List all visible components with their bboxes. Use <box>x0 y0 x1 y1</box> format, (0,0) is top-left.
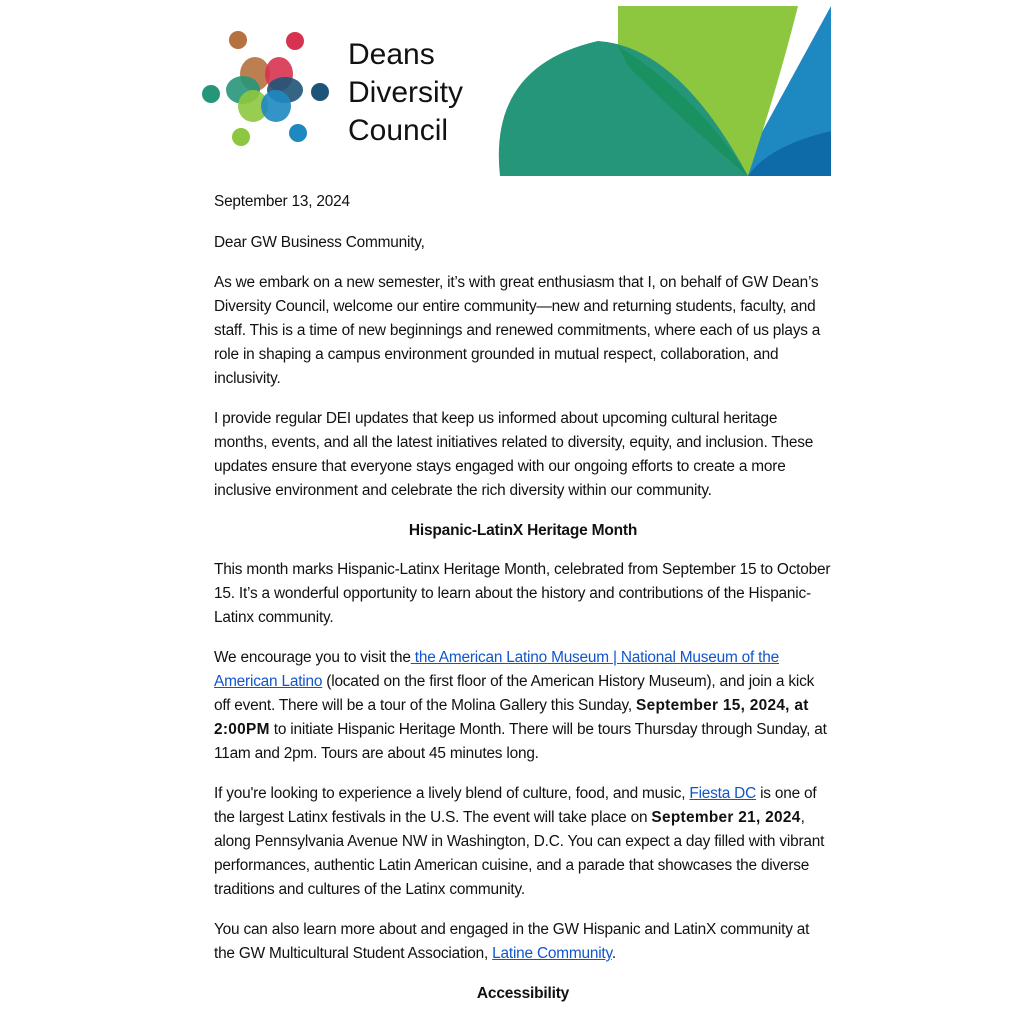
header-banner <box>198 6 831 176</box>
text: You can also learn more about and engaged in the GW Hispanic and LatinX community at the GW Multicultural Student Association, <box>214 921 810 962</box>
date: September 13, 2024 <box>214 193 350 210</box>
letter-body <box>214 190 832 1021</box>
fiesta-dc-link[interactable]: Fiesta DC <box>689 785 757 802</box>
section-heading-heritage-month: Hispanic-LatinX Heritage Month <box>408 522 638 539</box>
logo-line: Council <box>348 114 449 147</box>
logo-line: Diversity <box>348 76 464 109</box>
text: If you're looking to experience a lively blend of culture, food, and music, <box>214 785 690 802</box>
logo-icon <box>198 6 831 176</box>
heritage-month-paragraph: This month marks Hispanic-Latinx Heritage Month, celebrated from September 15 to October 15. It’s a wonderful opportunity to learn about the history and contributions of the Hispanic-Latinx community. <box>214 561 831 626</box>
logo-line: Deans <box>348 38 435 71</box>
text: to initiate Hispanic Heritage Month. There will be tours Thursday through Sunday, at 11am and 2pm. Tours are about 45 minutes long. <box>214 721 827 762</box>
dei-updates-paragraph: I provide regular DEI updates that keep us informed about upcoming cultural heritage months, events, and all the latest initiatives related to diversity, equity, and inclusion. These updates ensure that everyone stays engaged with our ongoing efforts to create a more inclusive environment and celebrate the rich diversity within our community. <box>214 410 814 499</box>
text: , along Pennsylvania Avenue NW in Washington, D.C. You can expect a day filled with vibrant performances, authentic Latin American cuisine, and a parade that showcases the diverse traditions and cultures of the Latinx community. <box>214 809 825 898</box>
fiesta-paragraph <box>214 782 832 902</box>
text: is one of the largest Latinx festivals in the U.S. The event will take place on <box>214 785 817 826</box>
logo-text <box>348 36 463 150</box>
community-paragraph <box>214 918 832 966</box>
greeting: Dear GW Business Community, <box>214 234 425 251</box>
section-heading-accessibility: Accessibility <box>476 985 570 1002</box>
event-date: September 15, 2024, at 2:00PM <box>214 697 809 738</box>
text: We encourage you to visit the <box>214 649 411 666</box>
text: . <box>611 945 616 962</box>
museum-paragraph <box>214 646 832 766</box>
latine-community-link[interactable]: Latine Community <box>492 945 612 962</box>
text: (located on the first floor of the American History Museum), and join a kick off event. There will be a tour of the Molina Gallery this Sunday, <box>214 673 815 714</box>
intro-paragraph: As we embark on a new semester, it’s with great enthusiasm that I, on behalf of GW Dean’s Diversity Council, welcome our entire community—new and returning students, faculty, and staff. This is a time of new beginnings and renewed commitments, where each of us plays a role in shaping a campus environment grounded in mutual respect, collaboration, and inclusivity. <box>214 274 821 387</box>
event-date: September 21, 2024 <box>651 809 801 826</box>
museum-link[interactable]: the American Latino Museum | National Museum of the American Latino <box>214 649 779 690</box>
